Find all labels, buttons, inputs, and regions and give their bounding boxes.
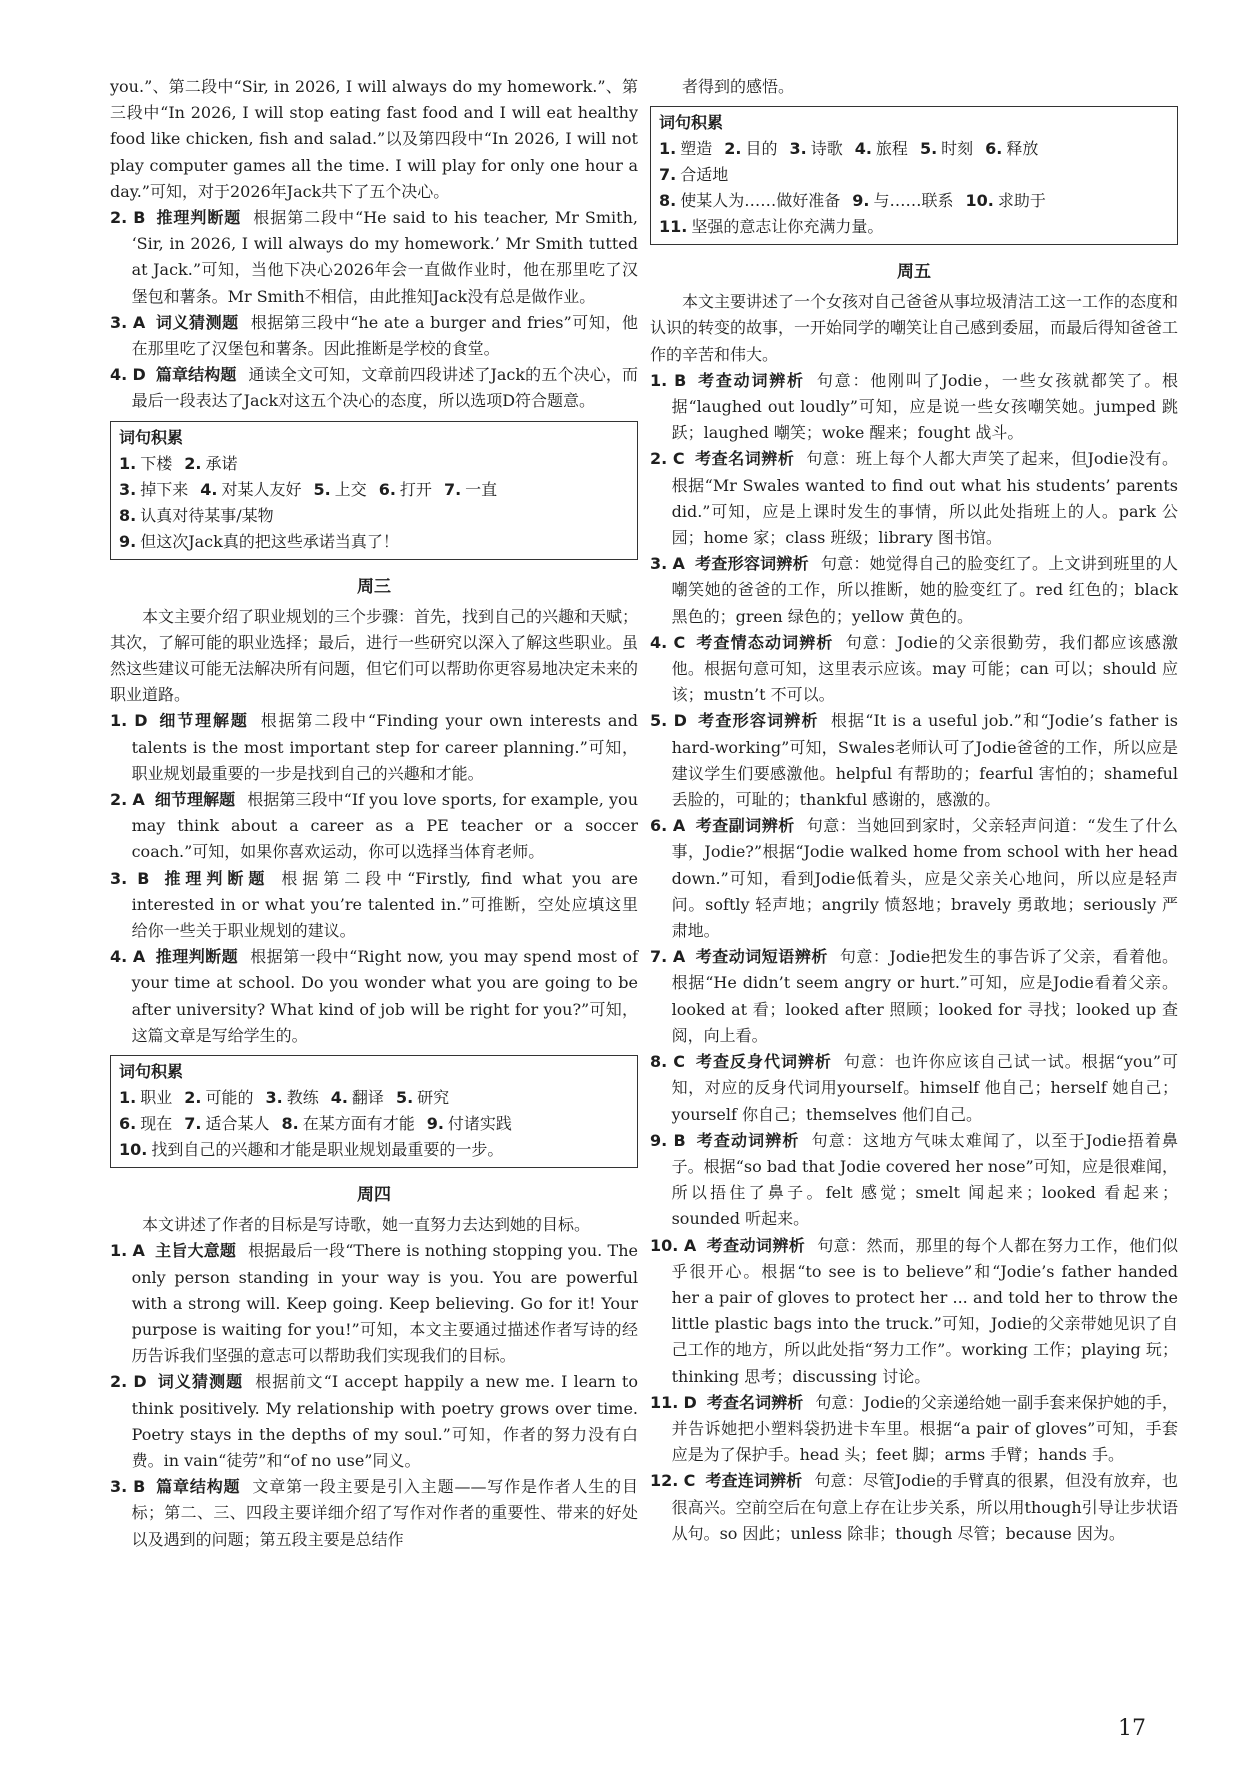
answer-item xyxy=(110,310,638,362)
vocab-number: 5. xyxy=(313,479,331,499)
question-type: 推理判断题 xyxy=(155,947,239,967)
item-number: 3. xyxy=(110,868,128,888)
vocab-entry xyxy=(119,506,274,525)
vocab-word: 承诺 xyxy=(205,453,238,473)
explanation-text: 根据第三段中“If you love sports, for example, you may think about a career as a PE teacher or a soccer coach.”可知，如果你喜欢运动，你可以选择当体育老师。 xyxy=(131,790,638,862)
carry-over-text: 者得到的感悟。 xyxy=(682,77,795,96)
answer-item xyxy=(110,944,638,1049)
vocab-entry xyxy=(965,191,1045,210)
vocab-entry xyxy=(985,139,1038,158)
answer-letter: C xyxy=(673,1052,686,1072)
item-number: 3. xyxy=(650,554,668,574)
vocab-entry xyxy=(119,1088,172,1107)
vocab-number: 9. xyxy=(852,191,870,211)
answer-item xyxy=(650,708,1178,813)
explanation-text: 句意：这地方气味太难闻了，以至于Jodie捂着鼻子。根据“so bad that Jodie covered her nose”可知，应是很难闻，所以捂住了鼻子。felt 感觉；smelt 闻起来；looked 看起来；sounded 听起来。 xyxy=(671,1130,1178,1229)
vocab-entry xyxy=(379,480,432,499)
explanation-text: 根据第三段中“he ate a burger and fries”可知，他在那里吃了汉堡包和薯条。因此推断是学校的食堂。 xyxy=(131,312,638,359)
vocab-number: 10. xyxy=(965,191,994,211)
vocab-entry xyxy=(659,191,840,210)
vocab-row xyxy=(659,188,1169,214)
vocab-word: 但这次Jack真的把这些承诺当真了！ xyxy=(140,531,399,551)
item-number: 5. xyxy=(650,711,668,731)
vocab-row xyxy=(659,162,1169,188)
vocab-number: 10. xyxy=(119,1140,148,1160)
explanation-text: 句意：尽管Jodie的手臂真的很累，但没有放弃，也很高兴。空前空后在句意上存在让步关系，所以用though引导让步状语从句。so 因此；unless 除非；though 尽管；because 因为。 xyxy=(671,1471,1178,1543)
vocab-row xyxy=(659,136,1169,162)
vocab-entry xyxy=(396,1088,449,1107)
vocab-number: 5. xyxy=(919,139,938,159)
item-number: 1. xyxy=(110,711,128,731)
vocab-number: 4. xyxy=(200,479,218,499)
vocab-row xyxy=(659,214,1169,240)
answer-letter: A xyxy=(672,554,685,574)
vocab-row xyxy=(119,529,629,555)
vocab-number: 11. xyxy=(659,217,688,237)
vocab-number: 9. xyxy=(119,531,137,551)
vocab-number: 6. xyxy=(378,479,396,499)
vocab-number: 1. xyxy=(119,1088,137,1108)
explanation-text: 句意：然而，那里的每个人都在努力工作，他们似乎很开心。根据“to see is to believe”和“Jodie’s father handed her a pair of gloves to protect her ... and told her to throw the little plastic bags into the truck.”可知，Jodie的父亲带她见识了自己工作的地方，所以此处指“努力工作”。working 工作；playing 玩；thinking 思考；discussing 讨论。 xyxy=(671,1235,1178,1386)
vocab-title: 词句积累 xyxy=(119,1062,184,1082)
vocab-word: 翻译 xyxy=(351,1088,384,1108)
vocab-entry xyxy=(427,1114,512,1133)
vocab-word: 使某人为……做好准备 xyxy=(680,191,841,211)
explanation-text: 文章第一段主要是引入主题——写作是作者人生的目标；第二、三、四段主要详细介绍了写作对作者的重要性、带来的好处以及遇到的问题；第五段主要是总结作 xyxy=(131,1477,638,1549)
vocab-row xyxy=(119,1085,629,1111)
answer-item xyxy=(110,866,638,945)
explanation-text: 根据前文“I accept happily a new me. I learn to think positively. My relationship with poetry grows over time. Poetry stays in the depths of my soul.”可知，作者的努力没有白费。in vain“徒劳”和“of no use”同义。 xyxy=(131,1372,638,1470)
explanation-text: 通读全文可知，文章前四段讲述了Jack的五个决心，而最后一段表达了Jack对这五个决心的态度，所以选项D符合题意。 xyxy=(131,365,638,411)
vocab-number: 1. xyxy=(659,139,677,159)
explanation-text: 句意：他刚叫了Jodie，一些女孩就都笑了。根据“laughed out loudly”可知，应是说一些女孩嘲笑她。jumped 跳跃；laughed 嘲笑；woke 醒来；fought 战斗。 xyxy=(671,370,1178,443)
carry-over-text: you.”、第二段中“Sir, in 2026, I will always do my homework.”、第三段中“In 2026, I will stop eating fast food and I will eat healthy food like chicken, fish and salad.”以及第四段中“In 2026, I will not play computer games all the time. I will play for only one hour a day.”可知，对于2026年Jack共下了五个决心。 xyxy=(110,77,638,201)
answer-list xyxy=(110,205,638,415)
answer-letter: B xyxy=(137,868,150,888)
vocab-word: 现在 xyxy=(140,1114,173,1134)
vocab-row xyxy=(119,451,629,477)
vocab-entry xyxy=(659,217,883,236)
vocab-number: 4. xyxy=(854,139,872,159)
vocab-entry xyxy=(184,1114,269,1133)
answer-item xyxy=(110,1474,638,1553)
answer-item xyxy=(110,1238,638,1369)
answer-letter: B xyxy=(673,1130,686,1150)
vocab-word: 坚强的意志让你充满力量。 xyxy=(691,217,884,237)
vocab-number: 3. xyxy=(119,479,137,499)
explanation-text: 根据第二段中“Firstly, find what you are interested in or what you’re talented in.”可推断，空处应填这里给你一些关于职业规划的建议。 xyxy=(131,868,638,941)
section-title-day3: 周三 xyxy=(357,576,391,597)
section-intro: 本文主要介绍了职业规划的三个步骤：首先，找到自己的兴趣和天赋；其次，了解可能的职业选择；最后，进行一些研究以深入了解这些职业。虽然这些建议可能无法解决所有问题，但它们可以帮助你更容易地决定未来的职业道路。 xyxy=(110,606,639,705)
vocab-entry xyxy=(119,480,188,499)
left-column xyxy=(110,74,638,1553)
answer-letter: A xyxy=(672,947,686,967)
vocab-word: 掉下来 xyxy=(140,479,189,499)
answer-letter: D xyxy=(132,365,146,385)
question-type: 篇章结构题 xyxy=(155,1477,241,1497)
item-number: 6. xyxy=(650,816,668,836)
vocab-entry xyxy=(659,165,728,184)
right-column xyxy=(650,74,1178,1547)
vocab-entry xyxy=(855,139,908,158)
item-number: 11. xyxy=(650,1392,679,1412)
question-type: 推理判断题 xyxy=(159,868,270,888)
answer-item xyxy=(650,1233,1178,1390)
vocab-box xyxy=(650,106,1178,245)
question-type: 细节理解题 xyxy=(154,790,236,810)
vocab-entry xyxy=(313,480,366,499)
vocab-number: 2. xyxy=(724,139,742,159)
answer-item xyxy=(650,630,1178,709)
explanation-text: 根据第二段中“He said to his teacher, Mr Smith, ‘Sir, in 2026, I will always do my homework.’ Mr Smith tutted at Jack.”可知，当他下决心2026年会一直做作业时，他在那里吃了汉堡包和薯条。Mr Smith不相信，由此推知Jack没有总是做作业。 xyxy=(131,208,638,306)
vocab-word: 对某人友好 xyxy=(221,479,302,499)
question-type: 主旨大意题 xyxy=(154,1241,237,1261)
question-type: 考查副词辨析 xyxy=(695,816,795,836)
question-type: 考查连词辨析 xyxy=(705,1471,803,1491)
answer-item xyxy=(650,944,1178,1049)
vocab-panel xyxy=(110,421,638,560)
item-number: 4. xyxy=(110,947,128,967)
vocab-number: 1. xyxy=(119,453,137,473)
vocab-entry xyxy=(281,1114,414,1133)
question-type: 考查动词短语辨析 xyxy=(695,947,828,967)
question-type: 词义猜测题 xyxy=(155,312,239,332)
question-type: 考查动词辨析 xyxy=(706,1235,806,1255)
answer-item xyxy=(110,362,638,414)
answer-letter: B xyxy=(133,1477,146,1497)
vocab-entry xyxy=(789,139,842,158)
explanation-text: 句意：她觉得自己的脸变红了。上文讲到班里的人嘲笑她的爸爸的工作，所以推断，她的脸变红了。red 红色的；black 黑色的；green 绿色的；yellow 黄色的。 xyxy=(671,554,1178,626)
section-intro: 本文讲述了作者的目标是写诗歌，她一直努力去达到她的目标。 xyxy=(142,1215,591,1235)
vocab-entry xyxy=(184,454,237,473)
answer-item xyxy=(650,1468,1178,1547)
vocab-word: 时刻 xyxy=(941,139,974,159)
vocab-panel xyxy=(650,106,1178,245)
answer-item xyxy=(110,1369,638,1474)
question-type: 考查名词辨析 xyxy=(694,449,795,469)
vocab-entry xyxy=(119,1140,503,1159)
answer-item xyxy=(110,205,638,310)
vocab-entry xyxy=(724,139,777,158)
vocab-row xyxy=(119,1111,629,1137)
answer-letter: A xyxy=(672,816,686,836)
vocab-number: 7. xyxy=(443,479,462,499)
vocab-entry xyxy=(920,139,973,158)
vocab-word: 塑造 xyxy=(680,139,713,159)
explanation-text: 根据最后一段“There is nothing stopping you. The only person standing in your way is you. You are powerful with a strong will. Keep going. Keep believing. Go for it! Your purpose is waiting for you!”可知，本文主要通过描述作者写诗的经历告诉我们坚强的意志可以帮助我们实现我们的目标。 xyxy=(131,1241,638,1366)
vocab-word: 上交 xyxy=(334,479,367,499)
item-number: 2. xyxy=(650,449,668,469)
vocab-word: 教练 xyxy=(286,1088,319,1108)
answer-item xyxy=(650,1049,1178,1128)
answer-letter: D xyxy=(683,1392,697,1412)
vocab-word: 下楼 xyxy=(140,453,173,473)
vocab-entry xyxy=(119,454,172,473)
question-type: 推理判断题 xyxy=(155,208,242,228)
answer-letter: A xyxy=(683,1235,697,1255)
vocab-panel xyxy=(110,1055,638,1168)
explanation-text: 根据“It is a useful job.”和“Jodie’s father is hard-working”可知，Swales老师认可了Jodie爸爸的工作，所以应是建议学生们要感激他。helpful 有帮助的；fearful 害怕的；shameful 丢脸的，可耻的；thankful 感谢的，感激的。 xyxy=(671,711,1178,810)
vocab-entry xyxy=(659,139,712,158)
explanation-text: 句意：班上每个人都大声笑了起来，但Jodie没有。根据“Mr Swales wanted to find out what his students’ parents did.”可知，应是上课时发生的事情，所以此处指班上的人。park 公园；home 家；class 班级；library 图书馆。 xyxy=(671,449,1178,548)
vocab-number: 3. xyxy=(789,139,807,159)
vocab-number: 8. xyxy=(659,191,677,211)
question-type: 考查动词辨析 xyxy=(696,370,805,390)
vocab-entry xyxy=(119,1114,172,1133)
item-number: 2. xyxy=(110,208,128,228)
item-number: 4. xyxy=(110,365,128,385)
vocab-entry xyxy=(184,1088,253,1107)
vocab-word: 找到自己的兴趣和才能是职业规划最重要的一步。 xyxy=(151,1140,504,1160)
vocab-box xyxy=(110,1055,638,1168)
vocab-title: 词句积累 xyxy=(119,427,184,447)
vocab-entry xyxy=(119,532,399,551)
vocab-number: 7. xyxy=(659,165,677,185)
explanation-text: 句意：也许你应该自己试一试。根据“you”可知，对应的反身代词用yourself。himself 他自己；herself 她自己；yourself 你自己；themselves 他们自己。 xyxy=(671,1052,1178,1124)
vocab-word: 目的 xyxy=(745,139,778,159)
answer-letter: C xyxy=(683,1471,696,1491)
vocab-entry xyxy=(200,480,301,499)
answer-item xyxy=(650,551,1178,630)
answer-list xyxy=(110,708,638,1049)
vocab-word: 求助于 xyxy=(997,191,1046,211)
vocab-row xyxy=(119,503,629,529)
question-type: 词义猜测题 xyxy=(156,1372,244,1392)
answer-item xyxy=(650,1390,1178,1469)
section-intro: 本文主要讲述了一个女孩对自己爸爸从事垃圾清洁工这一工作的态度和认识的转变的故事，一开始同学的嘲笑让自己感到委屈，而最后得知爸爸工作的辛苦和伟大。 xyxy=(650,292,1179,364)
section-title-day5: 周五 xyxy=(897,262,931,283)
vocab-number: 4. xyxy=(330,1088,348,1108)
item-number: 10. xyxy=(650,1235,679,1255)
answer-letter: A xyxy=(132,1241,145,1261)
answer-item xyxy=(650,813,1178,944)
answer-item xyxy=(650,446,1178,551)
answer-letter: A xyxy=(132,790,145,810)
answer-list xyxy=(110,1238,638,1552)
explanation-text: 根据第一段中“Right now, you may spend most of your time at school. Do you wonder what you are going to be after university? What kind of job will be right for you?”可知，这篇文章是写给学生的。 xyxy=(131,947,638,1045)
vocab-word: 释放 xyxy=(1006,139,1039,159)
vocab-word: 在某方面有才能 xyxy=(302,1114,415,1134)
answer-item xyxy=(650,368,1178,447)
vocab-number: 2. xyxy=(184,453,202,473)
vocab-number: 6. xyxy=(119,1114,137,1134)
question-type: 考查反身代词辨析 xyxy=(695,1052,832,1072)
vocab-row xyxy=(119,1137,629,1163)
vocab-word: 打开 xyxy=(399,479,432,499)
question-type: 考查动词辨析 xyxy=(695,1130,800,1150)
vocab-word: 研究 xyxy=(417,1088,450,1108)
explanation-text: 根据第二段中“Finding your own interests and talents is the most important step for career planning.”可知，职业规划最重要的一步是找到自己的兴趣和才能。 xyxy=(131,711,638,783)
question-type: 篇章结构题 xyxy=(155,365,237,385)
vocab-word: 职业 xyxy=(140,1088,173,1108)
explanation-text: 句意：Jodie把发生的事告诉了父亲，看着他。根据“He didn’t seem angry or hurt.”可知，应是Jodie看着父亲。looked at 看；looked after 照顾；looked for 寻找；looked up 查阅，向上看。 xyxy=(671,947,1178,1045)
page-number: 17 xyxy=(1118,1716,1146,1741)
vocab-word: 诗歌 xyxy=(810,139,843,159)
vocab-word: 可能的 xyxy=(205,1088,254,1108)
answer-letter: D xyxy=(673,711,687,731)
answer-item xyxy=(110,787,638,866)
answer-letter: B xyxy=(674,370,687,390)
answer-list xyxy=(650,368,1178,1547)
explanation-text: 句意：Jodie的父亲很勤劳，我们都应该感激他。根据句意可知，这里表示应该。may 可能；can 可以；should 应该；mustn’t 不可以。 xyxy=(671,632,1178,705)
vocab-number: 8. xyxy=(119,505,137,525)
vocab-number: 2. xyxy=(184,1088,202,1108)
answer-letter: C xyxy=(673,632,686,652)
item-number: 3. xyxy=(110,1477,128,1497)
vocab-word: 一直 xyxy=(465,479,498,499)
vocab-word: 合适地 xyxy=(680,165,729,185)
answer-item xyxy=(110,708,638,787)
question-type: 考查名词辨析 xyxy=(706,1392,804,1412)
item-number: 8. xyxy=(650,1052,668,1072)
question-type: 考查形容词辨析 xyxy=(694,554,809,574)
item-number: 4. xyxy=(650,632,668,652)
item-number: 7. xyxy=(650,947,668,967)
answer-letter: D xyxy=(133,1372,147,1392)
vocab-number: 7. xyxy=(184,1114,202,1134)
question-type: 考查情态动词辨析 xyxy=(695,632,834,652)
answer-letter: A xyxy=(132,947,146,967)
answer-letter: D xyxy=(134,711,148,731)
vocab-entry xyxy=(852,191,953,210)
answer-item xyxy=(650,1128,1178,1233)
vocab-number: 5. xyxy=(395,1088,414,1108)
item-number: 12. xyxy=(650,1471,679,1491)
vocab-number: 9. xyxy=(426,1114,444,1134)
vocab-word: 认真对待某事/某物 xyxy=(140,505,274,525)
vocab-word: 与……联系 xyxy=(873,191,954,211)
vocab-number: 8. xyxy=(281,1114,299,1134)
answer-letter: A xyxy=(132,312,146,332)
item-number: 9. xyxy=(650,1130,668,1150)
vocab-row xyxy=(119,477,629,503)
vocab-word: 适合某人 xyxy=(205,1114,270,1134)
vocab-title: 词句积累 xyxy=(659,113,724,133)
vocab-word: 旅程 xyxy=(875,139,908,159)
section-title-day4: 周四 xyxy=(357,1185,391,1206)
item-number: 1. xyxy=(110,1241,128,1261)
item-number: 2. xyxy=(110,790,128,810)
answer-letter: C xyxy=(672,449,685,469)
item-number: 3. xyxy=(110,312,128,332)
question-type: 细节理解题 xyxy=(157,711,249,731)
question-type: 考查形容词辨析 xyxy=(696,711,819,731)
vocab-entry xyxy=(331,1088,384,1107)
explanation-text: 句意：Jodie的父亲递给她一副手套来保护她的手，并告诉她把小塑料袋扔进卡车里。根据“a pair of gloves”可知，手套应是为了保护手。head 头；feet 脚；arms 手臂；hands 手。 xyxy=(671,1392,1178,1465)
item-number: 2. xyxy=(110,1372,128,1392)
vocab-word: 付诸实践 xyxy=(447,1114,512,1134)
answer-letter: B xyxy=(133,208,146,228)
item-number: 1. xyxy=(650,370,668,390)
explanation-text: 句意：当她回到家时，父亲轻声问道：“发生了什么事，Jodie?”根据“Jodie walked home from school with her head down.”可知，看到Jodie低着头，应是父亲关心地问，所以应是轻声问。softly 轻声地；angrily 愤怒地；bravely 勇敢地；seriously 严肃地。 xyxy=(671,816,1178,941)
vocab-box xyxy=(110,421,638,560)
vocab-entry xyxy=(265,1088,318,1107)
vocab-entry xyxy=(444,480,497,499)
vocab-number: 6. xyxy=(985,139,1003,159)
vocab-number: 3. xyxy=(265,1088,283,1108)
